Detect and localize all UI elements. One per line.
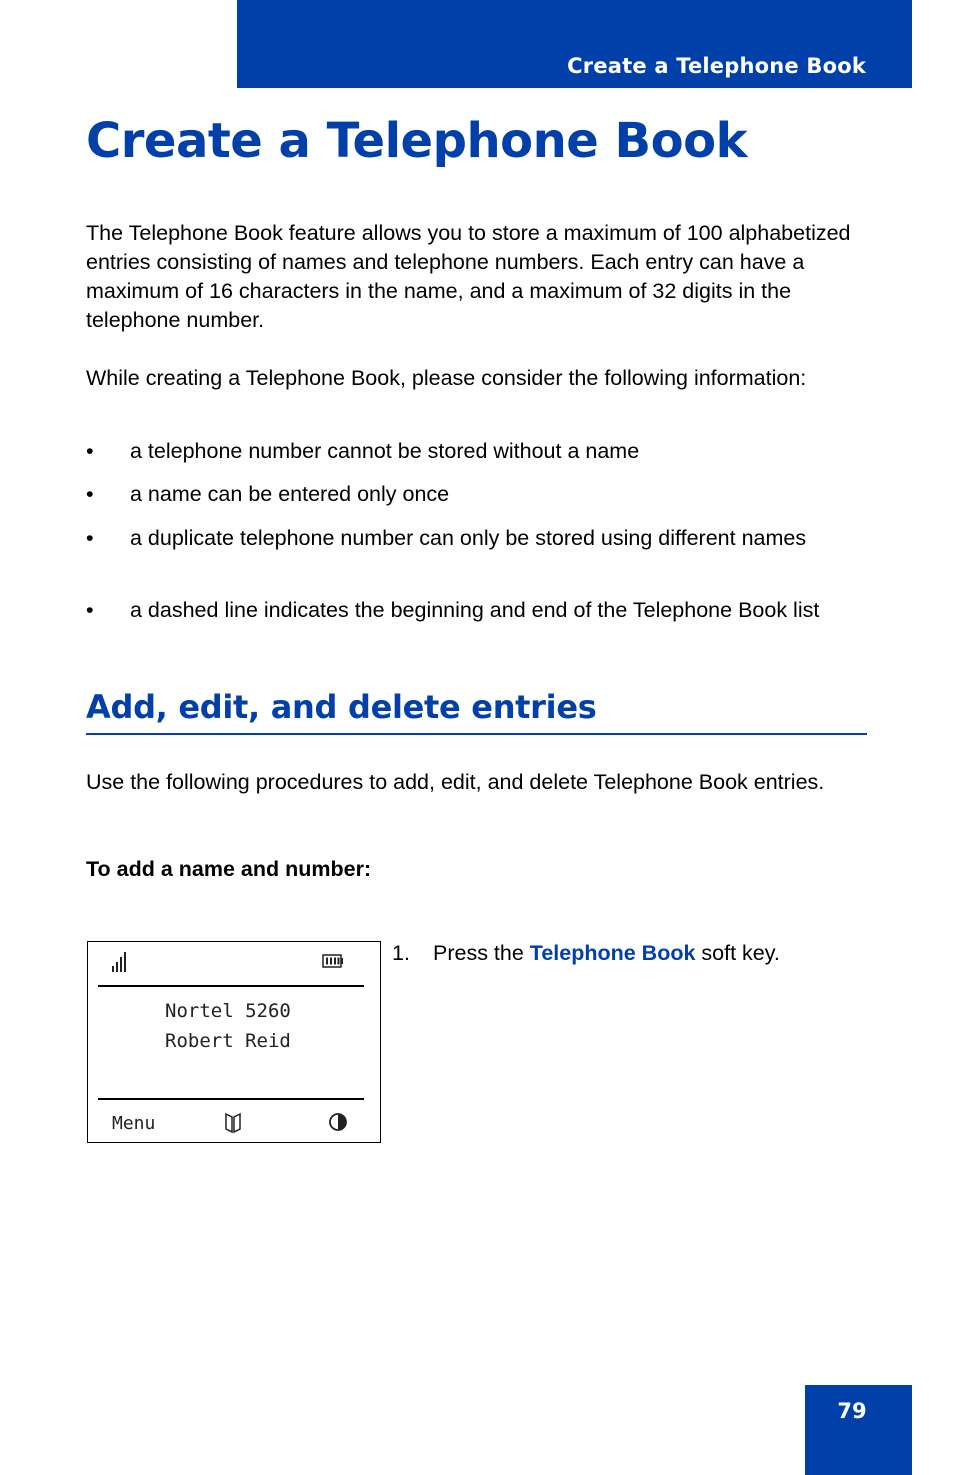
procedure-title: To add a name and number: <box>86 857 372 881</box>
page-number-box <box>805 1385 912 1475</box>
page-number: 79 <box>837 1399 867 1423</box>
list-item-text: a duplicate telephone number can only be stored using different names <box>130 526 807 550</box>
contrast-icon[interactable] <box>328 1112 348 1132</box>
intro-paragraph-2: While creating a Telephone Book, please consider the following information: <box>86 366 807 390</box>
display-line-2: Robert Reid <box>165 1030 291 1052</box>
step-text <box>433 939 780 968</box>
telephone-book-icon[interactable] <box>224 1112 242 1134</box>
list-item-text: a telephone number cannot be stored without a name <box>130 439 640 463</box>
display-line-1: Nortel 5260 <box>165 1000 291 1022</box>
bullet-marker: • <box>86 439 94 463</box>
bullet-marker: • <box>86 598 94 622</box>
menu-softkey[interactable]: Menu <box>112 1113 156 1134</box>
list-item-text: a dashed line indicates the beginning and end of the Telephone Book list <box>130 598 820 622</box>
section-divider <box>86 733 867 735</box>
signal-icon <box>110 950 130 974</box>
display-divider-top <box>98 985 364 987</box>
running-header-title: Create a Telephone Book <box>567 54 866 78</box>
telephone-book-softkey-label: Telephone Book <box>529 941 696 965</box>
battery-icon <box>322 954 344 968</box>
header-bar <box>237 0 912 88</box>
step-number: 1. <box>392 941 410 965</box>
phone-display <box>87 941 381 1143</box>
section-intro: Use the following procedures to add, edit, and delete Telephone Book entries. <box>86 770 825 794</box>
bullet-marker: • <box>86 526 94 550</box>
intro-paragraph-1: The Telephone Book feature allows you to store a maximum of 100 alphabetized entries consisting of names and telephone numbers. Each entry can have a maximum of 16 characters in the name, and a maximum of 32 digits in the telephone number. <box>86 221 851 332</box>
bullet-marker: • <box>86 482 94 506</box>
display-divider-bottom <box>98 1098 364 1100</box>
list-item-text: a name can be entered only once <box>130 482 450 506</box>
step-text-after: soft key. <box>695 941 780 965</box>
page-title: Create a Telephone Book <box>86 113 747 169</box>
section-title: Add, edit, and delete entries <box>86 688 597 726</box>
step-text-before: Press the <box>433 941 530 965</box>
